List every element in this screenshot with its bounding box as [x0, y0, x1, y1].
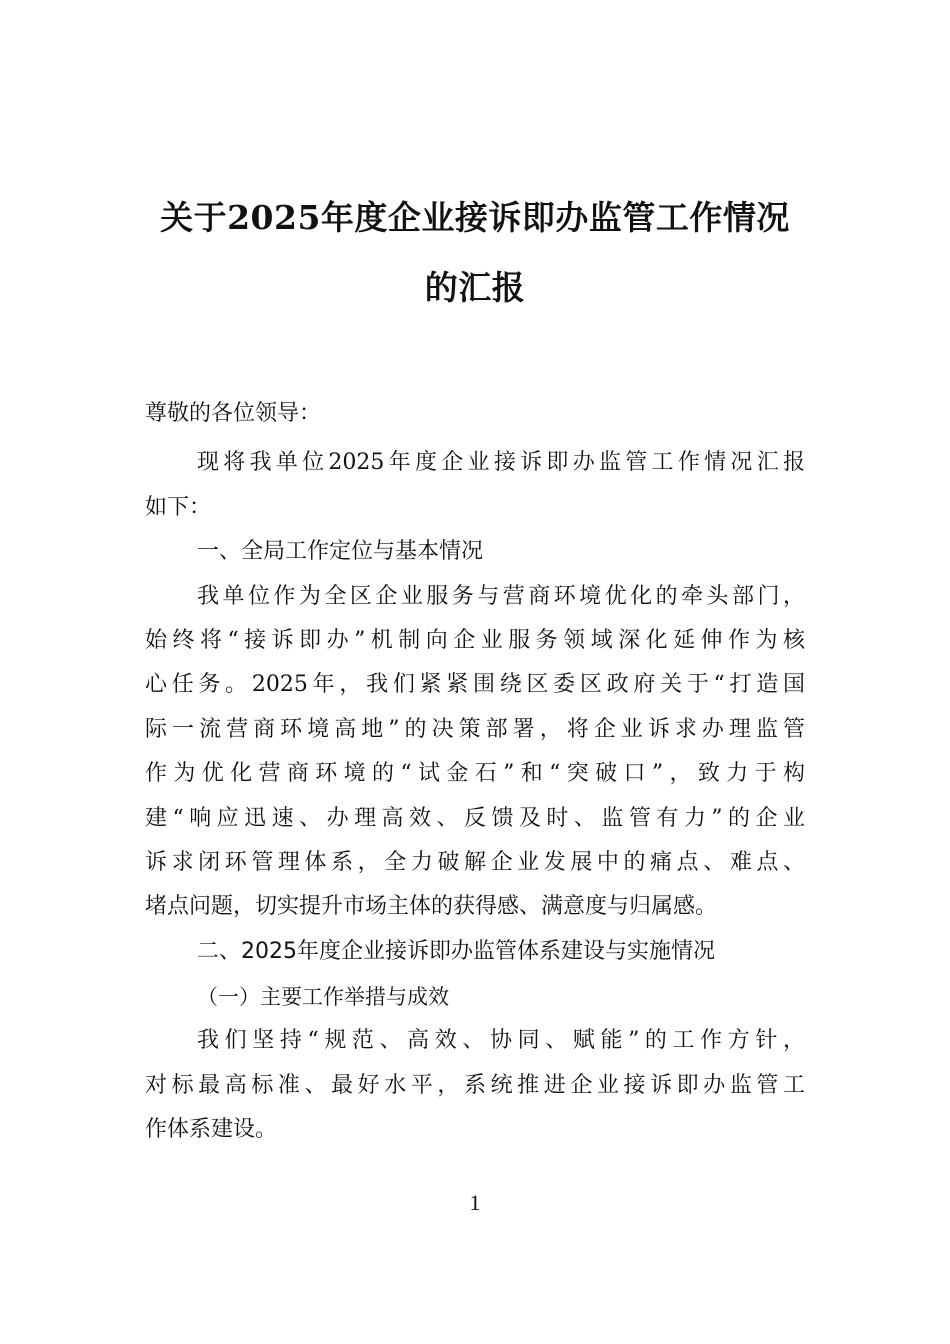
- paragraph-line: 作为优化营商环境的“试金石”和“突破口”，致力于构: [145, 761, 805, 786]
- section-heading-1: 一、全局工作定位与基本情况: [197, 539, 484, 564]
- paragraph-line: 堵点问题，切实提升市场主体的获得感、满意度与归属感。: [145, 894, 718, 919]
- salutation: 尊敬的各位领导：: [145, 401, 322, 426]
- paragraph-line: 作体系建设。: [145, 1117, 278, 1142]
- paragraph-line: 心任务。2025年，我们紧紧围绕区委区政府关于“打造国: [145, 672, 805, 697]
- section-heading-2: 二、2025年度企业接诉即办监管体系建设与实施情况: [197, 939, 715, 964]
- paragraph-line: 我单位作为全区企业服务与营商环境优化的牵头部门，: [197, 584, 805, 609]
- paragraph-line: 建“响应迅速、办理高效、反馈及时、监管有力”的企业: [145, 806, 805, 831]
- paragraph-line: 诉求闭环管理体系，全力破解企业发展中的痛点、难点、: [145, 850, 805, 875]
- document-title-line-1: 关于2025年度企业接诉即办监管工作情况: [160, 198, 790, 237]
- intro-line: 如下：: [145, 495, 212, 520]
- paragraph-line: 我们坚持“规范、高效、协同、赋能”的工作方针，: [197, 1028, 805, 1053]
- intro-line: 现将我单位2025年度企业接诉即办监管工作情况汇报: [197, 450, 805, 475]
- paragraph-line: 始终将“接诉即办”机制向企业服务领域深化延伸作为核: [145, 628, 805, 653]
- paragraph-line: 际一流营商环境高地”的决策部署，将企业诉求办理监管: [145, 717, 805, 742]
- subsection-heading: （一）主要工作举措与成效: [197, 985, 449, 1009]
- document-title-line-2: 的汇报: [424, 268, 526, 307]
- page-number: 1: [469, 1190, 481, 1215]
- paragraph-line: 对标最高标准、最好水平，系统推进企业接诉即办监管工: [145, 1073, 805, 1098]
